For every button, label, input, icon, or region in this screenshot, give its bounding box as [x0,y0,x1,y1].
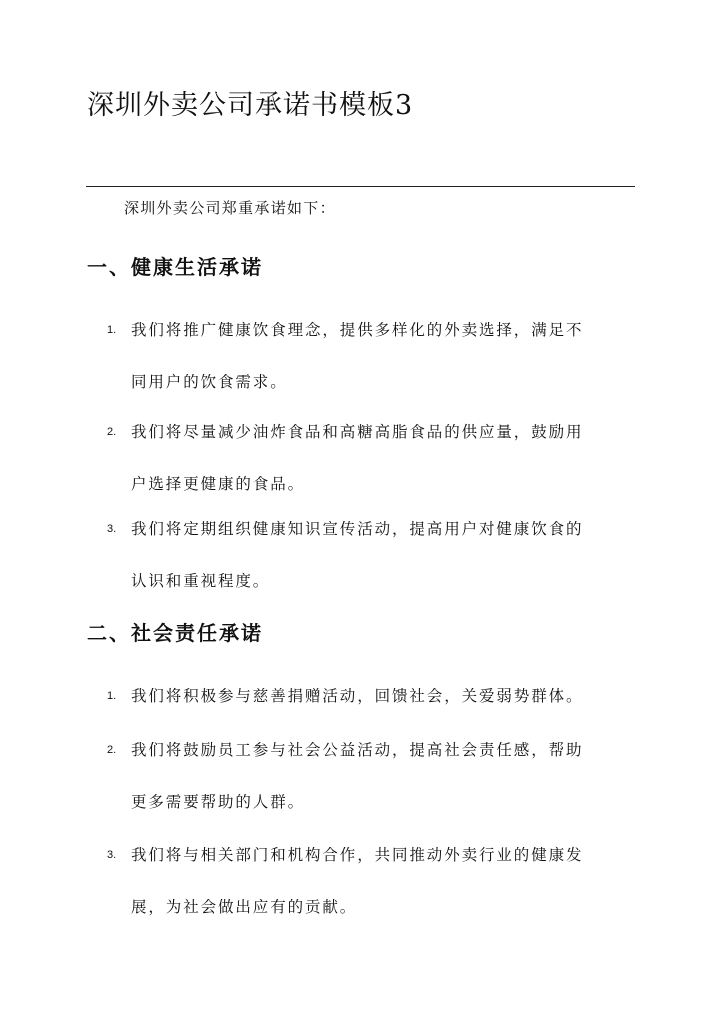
list-item-text: 我们将尽量减少油炸食品和高糖高脂食品的供应量，鼓励用 [131,423,584,441]
list-item-text-continued: 更多需要帮助的人群。 [131,793,306,811]
list-item-text-continued: 同用户的饮食需求。 [131,373,288,391]
intro-paragraph: 深圳外卖公司郑重承诺如下： [124,199,336,217]
document-title: 深圳外卖公司承诺书模板3 [87,90,414,121]
list-item-text-continued: 户选择更健康的食品。 [131,475,306,493]
list-item-text: 我们将鼓励员工参与社会公益活动，提高社会责任感，帮助 [131,741,584,759]
list-item-text-continued: 展，为社会做出应有的贡献。 [131,898,358,916]
list-item-number: 3. [107,523,117,535]
section-heading-health: 一、健康生活承诺 [87,255,263,279]
title-divider [86,186,635,187]
list-item-number: 1. [107,324,117,336]
list-item-text: 我们将定期组织健康知识宣传活动，提高用户对健康饮食的 [131,520,584,538]
list-item-number: 1. [107,690,117,702]
section-heading-social: 二、社会责任承诺 [87,621,263,645]
list-item-text: 我们将积极参与慈善捐赠活动，回馈社会，关爱弱势群体。 [131,687,584,705]
list-item-text-continued: 认识和重视程度。 [131,572,271,590]
list-item-number: 2. [107,744,117,756]
list-item-text: 我们将与相关部门和机构合作，共同推动外卖行业的健康发 [131,846,584,864]
list-item-number: 2. [107,426,117,438]
list-item-text: 我们将推广健康饮食理念，提供多样化的外卖选择，满足不 [131,321,584,339]
list-item-number: 3. [107,849,117,861]
